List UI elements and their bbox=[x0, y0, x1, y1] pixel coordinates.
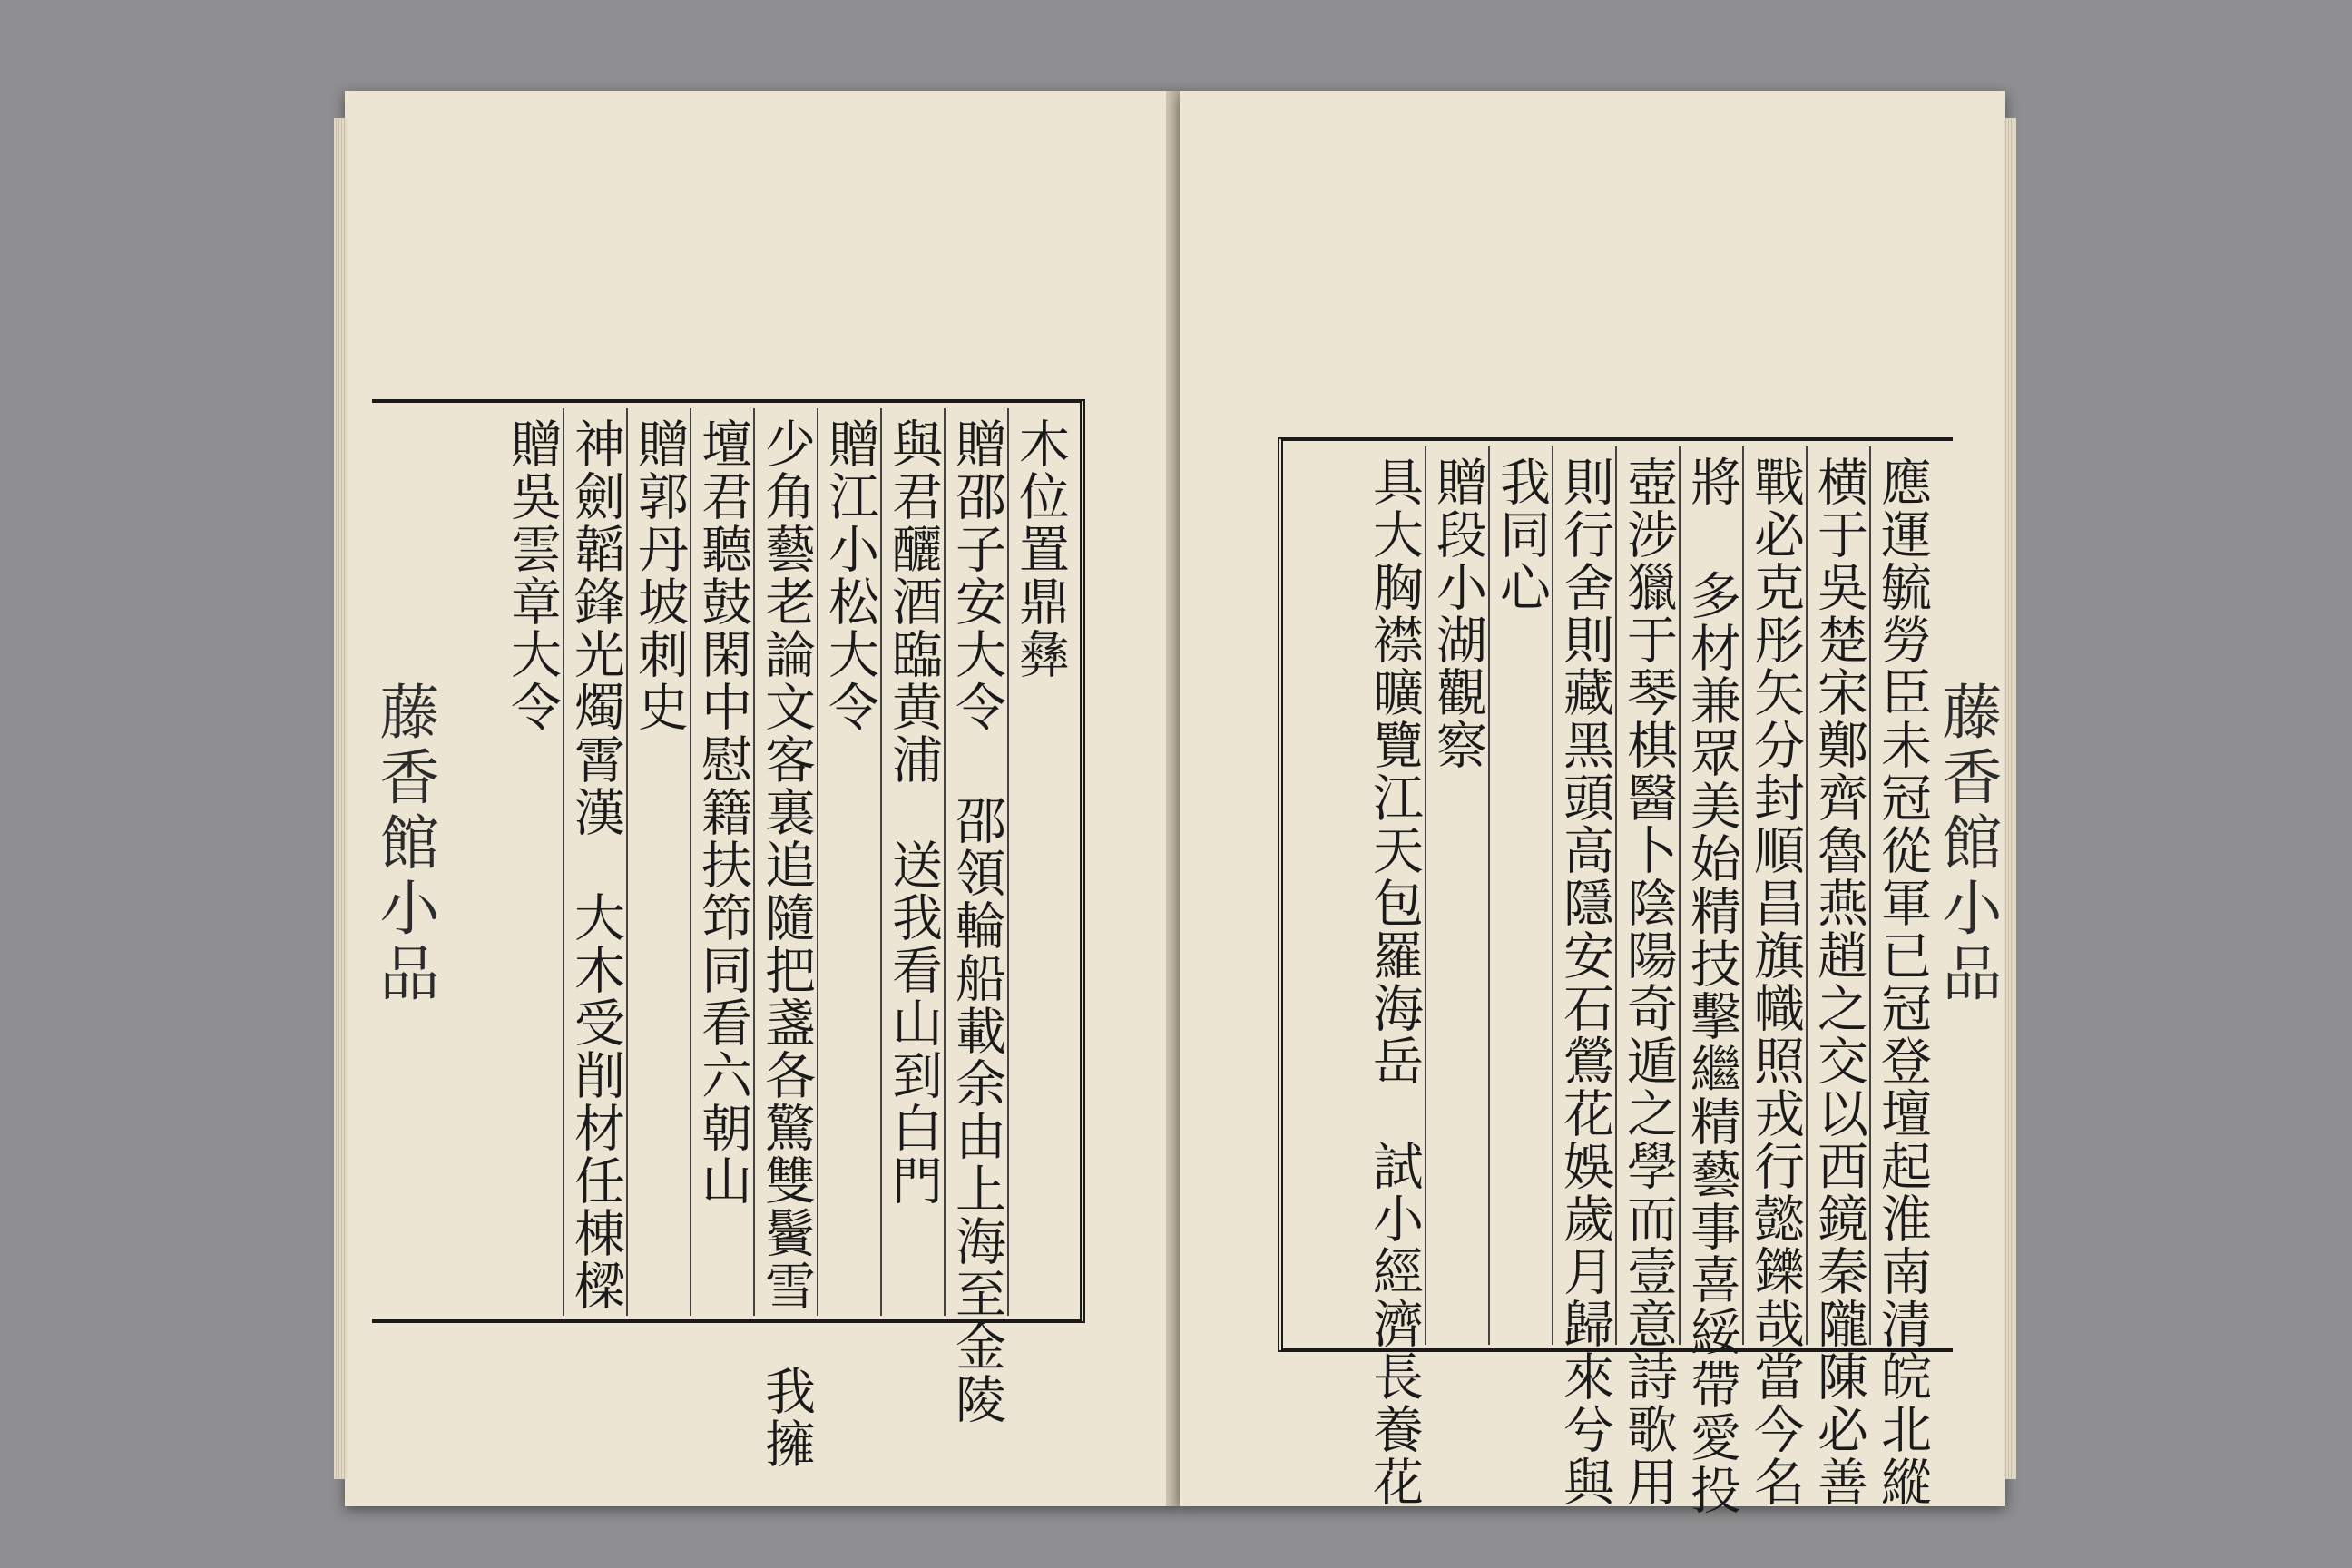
text-column: 贈邵子安大令 邵領輪船載余由上海至金陵 bbox=[944, 408, 1007, 1316]
text-column: 應運毓勞臣未冠從軍已冠登壇起淮南清皖北縱 bbox=[1869, 446, 1933, 1345]
text-columns bbox=[399, 408, 1071, 1470]
text-column: 將 多材兼眾美始精技擊繼精藝事喜綏帶愛投 bbox=[1679, 446, 1742, 1345]
text-column: 壇君聽鼓閑中慰籍扶笻同看六朝山 bbox=[690, 408, 753, 1316]
text-column: 壺涉獵于琴棋醫卜陰陽奇遁之學而壹意詩歌用 bbox=[1615, 446, 1679, 1345]
text-column: 與君釃酒臨黄浦 送我看山到白門 bbox=[880, 408, 944, 1316]
text-column: 我同心 bbox=[1488, 446, 1552, 1345]
text-column: 贈段小湖觀察 bbox=[1425, 446, 1488, 1345]
text-column: 木位置鼎彝 bbox=[1007, 408, 1071, 1316]
text-column: 具大胸襟曠覽江天包羅海岳 試小經濟長養花 bbox=[1365, 456, 1424, 1508]
page-edges bbox=[334, 118, 347, 1479]
text-column: 贈江小松大令 bbox=[817, 408, 880, 1316]
text-column: 贈吳雲章大令 bbox=[503, 417, 562, 733]
text-column: 神劍韜鋒光燭霄漢 大木受削材任棟樑 bbox=[563, 408, 626, 1316]
text-column: 則行舍則藏黑頭高隱安石鶯花娛歲月歸來兮與 bbox=[1552, 446, 1615, 1345]
fore-edge-title: 藤香館小品 bbox=[369, 681, 439, 1007]
left-page bbox=[345, 91, 1180, 1506]
text-column: 少角藝老論文客裏追隨把盞各驚雙鬢雪 我擁 bbox=[753, 408, 817, 1316]
text-columns bbox=[1307, 446, 1933, 1516]
text-column: 戰必克彤矢分封順昌旗幟照戎行懿鑠哉當今名 bbox=[1742, 446, 1806, 1345]
text-column: 贈郭丹坡刺史 bbox=[626, 408, 690, 1316]
text-column: 横于吳楚宋鄭齊魯燕趙之交以西鏡秦隴陳必善 bbox=[1806, 446, 1869, 1345]
fore-edge-title: 藤香館小品 bbox=[1932, 681, 2002, 1007]
open-book bbox=[345, 91, 2005, 1516]
